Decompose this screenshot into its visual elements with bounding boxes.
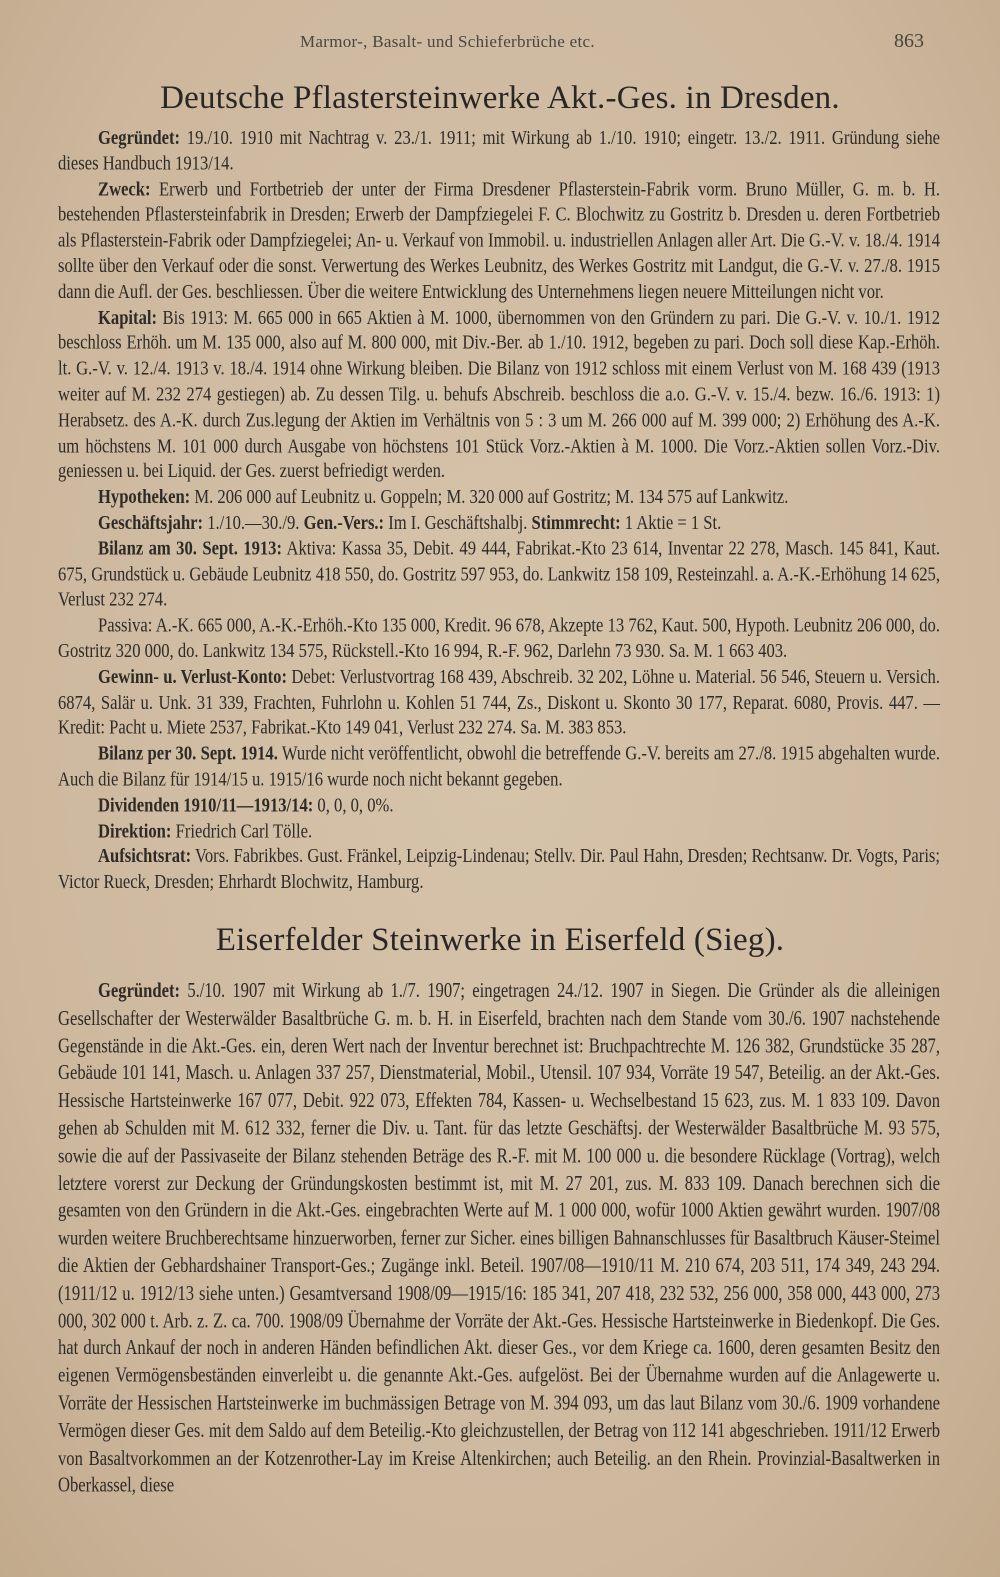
text: Wurde nicht veröffentlicht, obwohl die betreffende G.-V. bereits am 27./8. 1915 abgehalten wurde. Auch die Bilanz für 1914/15 u. 1915/16 wurde noch nicht bekannt gegeben. — [58, 742, 941, 791]
paragraph-bilanz-1914 — [58, 741, 940, 792]
paragraph-gewinn-verlust — [58, 664, 940, 741]
label: Gewinn- u. Verlust-Konto: — [98, 665, 287, 688]
paragraph-bilanz-1913-passiva — [58, 613, 940, 664]
paragraph-zweck — [58, 176, 940, 304]
text: 19./10. 1910 mit Nachtrag v. 23./1. 1911; mit Wirkung ab 1./10. 1910; eingetr. 13./2. 1911. Gründung siehe dieses Handbuch 1913/14. — [58, 126, 940, 175]
text: Friedrich Carl Tölle. — [171, 819, 313, 842]
text: 0, 0, 0, 0%. — [313, 793, 394, 816]
paragraph-hypotheken — [58, 484, 940, 510]
paragraph-geschaeftsjahr — [58, 510, 940, 536]
label: Dividenden 1910/11—1913/14: — [98, 793, 314, 816]
paragraph-gegruendet — [58, 977, 940, 1499]
section-title-eiserfeld: Eiserfelder Steinwerke in Eiserfeld (Sieg). — [215, 922, 785, 958]
running-head: Marmor-, Basalt- und Schieferbrüche etc. — [300, 32, 595, 51]
label: Aufsichtsrat: — [98, 844, 192, 868]
text: 1 Aktie = 1 St. — [620, 511, 722, 534]
text: Aktiva: Kassa 35, Debit. 49 444, Fabrikat.-Kto 23 614, Inventar 22 278, Masch. 145 841, Kaut. 675, Grundstück u. Gebäude Leubnitz 418 550, do. Gostritz 597 953, do. Lankwitz 158 109, Resteinzahl. a. A.-K.-Erhöhung 14 625, Verlust 232 274. — [58, 536, 940, 611]
label: Direktion: — [98, 819, 172, 842]
section-title-dresden: Deutsche Pflastersteinwerke Akt.-Ges. in Dresden. — [160, 80, 840, 116]
text: Im I. Geschäftshalbj. — [384, 511, 532, 534]
label: Kapital: — [98, 305, 158, 329]
text: Erwerb und Fortbetrieb der unter der Firma Dresdener Pflasterstein-Fabrik vorm. Bruno Müller, G. m. b. H. bestehenden Pflastersteinfabrik in Dresden; Erwerb der Dampfziegelei F. C. Blochwitz zu Gostritz b. Dresden u. deren Fortbetrieb als Pflasterstein-Fabrik oder Dampfziegelei; An- u. Verkauf von Immobil. u. industriellen Anlagen aller Art. Die G.-V. v. 18./4. 1914 sollte über den Verkauf oder die sonst. Verwertung des Werkes Leubnitz, des Werkes Gostritz mit Landgut, die G.-V. v. 27./8. 1915 dann die Aufl. der Ges. beschliessen. Über die weitere Entwicklung des Unternehmens liegen neuere Mitteilungen nicht vor. — [58, 177, 940, 303]
paragraph-gegruendet — [58, 125, 940, 176]
paragraph-aufsichtsrat — [58, 844, 940, 895]
label: Zweck: — [98, 177, 151, 200]
label: Gen.-Vers.: — [303, 511, 385, 534]
label: Gegründet: — [98, 126, 181, 149]
label: Hypotheken: — [98, 485, 191, 508]
text: Passiva: A.-K. 665 000, A.-K.-Erhöh.-Kto 135 000, Kredit. 96 678, Akzepte 13 762, Kaut. 500, Hypoth. Leubnitz 206 000, do. Gostritz 320 000, do. Lankwitz 134 575, Rückstell.-Kto 16 994, R.-F. 962, Darlehn 73 930. Sa. M. 1 663 403. — [58, 613, 940, 662]
section-body-eiserfeld — [58, 977, 940, 1499]
text: 5./10. 1907 mit Wirkung ab 1./7. 1907; eingetragen 24./12. 1907 in Siegen. Die Gründer als die alleinigen Gesellschafter der Westerwälder Basaltbrüche G. m. b. H. in Eiserfeld, brachten nach dem Stande vom 30./6. 1907 nachstehende Gegenstände in die Akt.-Ges. ein, deren Wert nach der Inventur berechnet ist: Bruchpachtrechte M. 126 382, Grundstücke 35 287, Gebäude 101 141, Masch. u. Anlagen 337 257, Dienstmaterial, Mobil., Utensil. 107 934, Vorräte 19 547, Beteilig. an der Akt.-Ges. Hessische Hartsteinwerke 167 077, Debit. 922 073, Effekten 784, Kassen- u. Wechselbestand 15 623, zus. M. 1 833 109. Davon gehen ab Schulden mit M. 612 332, ferner die Div. u. Tant. für das letzte Geschäftsj. der Westerwälder Basaltbrüche M. 93 575, sowie die auf der Passivaseite der Bilanz stehenden Beträge des R.-F. mit M. 100 000 u. die besondere Rücklage (Vortrag), welch letztere vorerst zur Deckung der Gründungskosten bestimmt ist, mit M. 27 201, zus. M. 833 109. Danach berechnen sich die gesamten von den Gründern in die Akt.-Ges. eingebrachten Werte auf M. 1 000 000, wofür 1000 Aktien gewährt wurden. 1907/08 wurden weitere Bruchberechtsame hinzuerworben, ferner zur Sicher. eines billigen Bahnanschlusses für Basaltbruch Käuser-Steimel die Aktien der Gebhardshainer Transport-Ges.; Zugänge inkl. Beteil. 1907/08—1910/11 M. 210 674, 203 511, 174 349, 243 294. (1911/12 u. 1912/13 siehe unten.) Gesamtversand 1908/09—1915/16: 185 341, 207 418, 232 532, 256 000, 358 000, 443 000, 273 000, 302 000 t. Arb. z. Z. ca. 700. 1908/09 Übernahme der Vorräte der Akt.-Ges. Hessische Hartsteinwerke in Biedenkopf. Die Ges. hat durch Ankauf der noch in anderen Händen befindlichen Akt. dieser Ges., vor dem Kriege ca. 1600, deren gesamten Besitz den eigenen Vermögensbeständen einverleibt u. die genannte Akt.-Ges. aufgelöst. Bei der Übernahme wurden auf die Anlagewerte u. Vorräte der Hessischen Hartsteinwerke im buchmässigen Betrage von M. 394 093, um das laut Bilanz vom 30./6. 1909 vorhandene Vermögen dieser Ges. mit dem Saldo auf dem Beteilig.-Kto gleichzustellen, der Betrag von 112 141 abgeschrieben. 1911/12 Erwerb von Basaltvorkommen an der Kotzenrother-Lay im Kreise Altenkirchen; auch Beteilig. an den Rhein. Provinzial-Basaltwerken in Oberkassel, diese — [58, 978, 940, 1497]
text: Bis 1913: M. 665 000 in 665 Aktien à M. 1000, übernommen von den Gründern zu pari. Die G.-V. v. 10./1. 1912 beschloss Erhöh. um M. 135 000, also auf M. 800 000, mit Div.-Ber. ab 1./10. 1912, begeben zu pari. Doch soll diese Kap.-Erhöh. lt. G.-V. v. 12./4. 1913 v. 18./4. 1914 ohne Wirkung bleiben. Die Bilanz von 1912 schloss mit einem Verlust von M. 168 439 (1913 weiter auf M. 232 274 gestiegen) ab. Zu dessen Tilg. u. behufs Abschreib. beschloss die a.o. G.-V. v. 15./4. bezw. 16./6. 1913: 1) Herabsetz. des A.-K. durch Zus.legung der Aktien im Verhältnis von 5 : 3 um M. 266 000 auf M. 399 000; 2) Erhöhung des A.-K. um höchstens M. 101 000 durch Ausgabe von höchstens 101 Stück Vorz.-Aktien à M. 1000. Die Vorz.-Aktien sollen Vorz.-Div. geniessen u. bei Liquid. der Ges. zuerst befriedigt werden. — [58, 305, 940, 483]
paragraph-kapital — [58, 305, 940, 485]
label: Stimmrecht: — [531, 511, 621, 534]
paragraph-dividenden — [58, 792, 940, 818]
text: Debet: Verlustvortrag 168 439, Abschreib. 32 202, Löhne u. Material. 56 546, Steuern u. Versich. 6874, Salär u. Unk. 31 339, Frachten, Fuhrlohn u. Kohlen 51 744, Zs., Diskont u. Skonto 30 177, Reparat. 6080, Provis. 447. — Kredit: Pacht u. Miete 2537, Fabrikat.-Kto 149 041, Verlust 232 274. Sa. M. 383 853. — [58, 665, 941, 739]
label: Geschäftsjahr: — [98, 511, 204, 534]
label: Bilanz am 30. Sept. 1913: — [98, 536, 282, 560]
text: Vors. Fabrikbes. Gust. Fränkel, Leipzig-Lindenau; Stellv. Dir. Paul Hahn, Dresden; Rechtsanw. Dr. Vogts, Paris; Victor Rueck, Dresden; Ehrhardt Blochwitz, Hamburg. — [58, 844, 940, 893]
page-number: 863 — [894, 30, 924, 52]
paragraph-bilanz-1913-aktiva — [58, 536, 940, 613]
section-body-dresden — [58, 125, 940, 895]
text: M. 206 000 auf Leubnitz u. Goppeln; M. 320 000 auf Gostritz; M. 134 575 auf Lankwitz. — [190, 485, 789, 508]
label: Bilanz per 30. Sept. 1914. — [98, 742, 278, 765]
label: Gegründet: — [98, 978, 181, 1003]
text: 1./10.—30./9. — [203, 511, 304, 534]
paragraph-direktion — [58, 818, 940, 844]
